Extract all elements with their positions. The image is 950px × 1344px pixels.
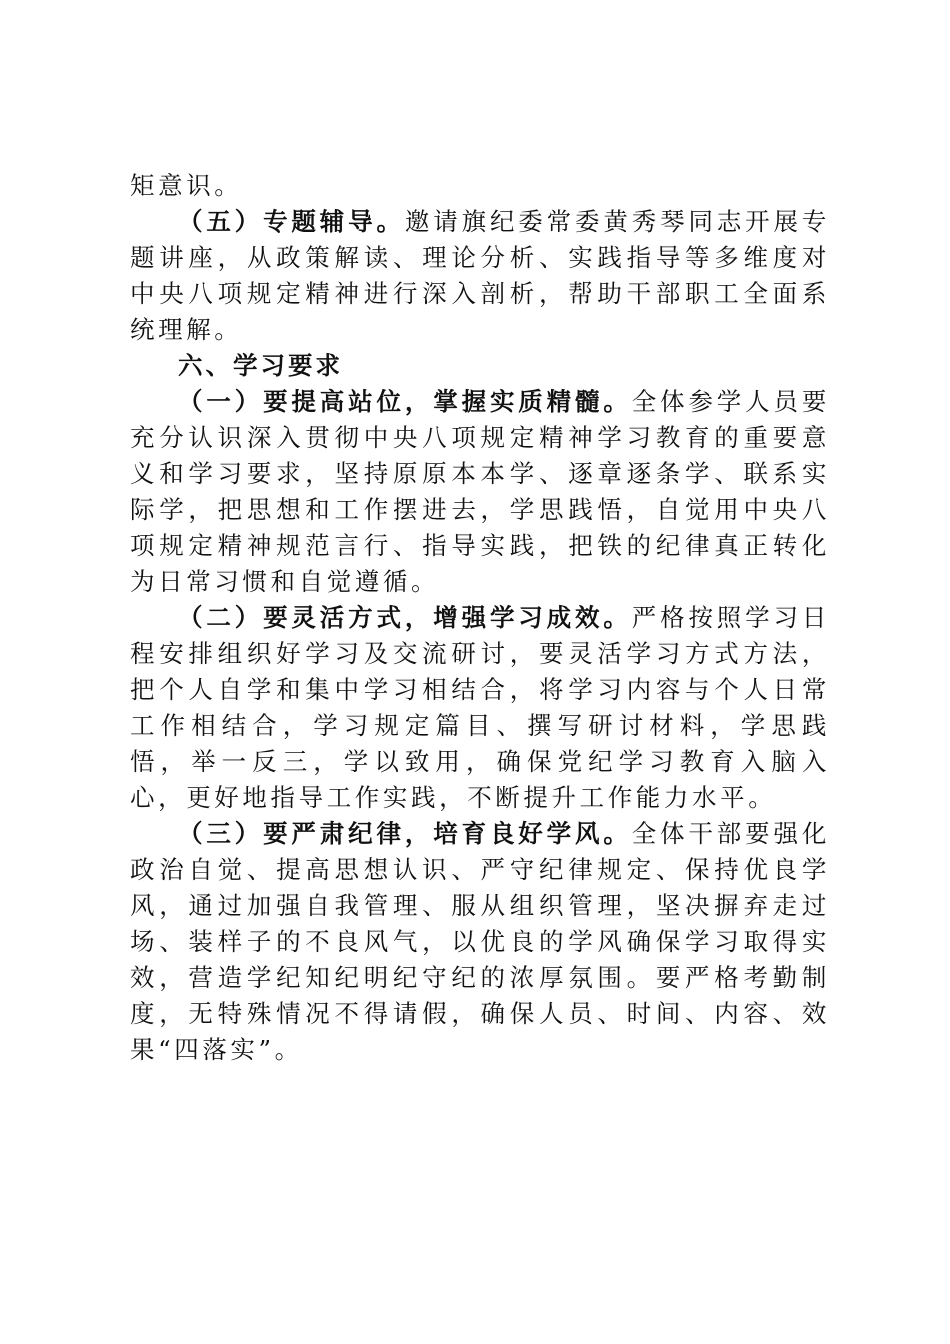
- paragraph-requirement-2: [130, 600, 830, 816]
- paragraph-lead: （二）要灵活方式，增强学习成效。: [178, 603, 632, 632]
- section-heading-study-requirements: [130, 348, 830, 384]
- paragraph-lead: （一）要提高站位，掌握实质精髓。: [178, 387, 632, 416]
- paragraph-text: 邀请旗纪委常委黄秀琴同志开展专题讲座，从政策解读、理论分析、实践指导等多维度对中央八项规定精神进行深入剖析，帮助干部职工全面系统理解。: [130, 207, 830, 344]
- paragraph-special-tutoring: [130, 204, 830, 348]
- paragraph-text: 严格按照学习日程安排组织好学习及交流研讨，要灵活学习方式方法，把个人自学和集中学习相结合，将学习内容与个人日常工作相结合，学习规定篇目、撰写研讨材料，学思践悟，举一反三，学以致用，确保党纪学习教育入脑入心，更好地指导工作实践，不断提升工作能力水平。: [130, 603, 830, 812]
- paragraph-requirement-3: [130, 816, 830, 1068]
- paragraph-text: 全体参学人员要充分认识深入贯彻中央八项规定精神学习教育的重要意义和学习要求，坚持原原本本学、逐章逐条学、联系实际学，把思想和工作摆进去，学思践悟，自觉用中央八项规定精神规范言行、指导实践，把铁的纪律真正转化为日常习惯和自觉遵循。: [130, 387, 830, 596]
- paragraph-lead: （三）要严肃纪律，培育良好学风。: [178, 819, 632, 848]
- paragraph-requirement-1: [130, 384, 830, 600]
- document-body: [130, 168, 830, 1068]
- section-title: 六、学习要求: [178, 351, 343, 380]
- paragraph-text: 矩意识。: [130, 171, 243, 200]
- paragraph-lead: （五）专题辅导。: [178, 207, 405, 236]
- paragraph-continuation: [130, 168, 830, 204]
- paragraph-text: 全体干部要强化政治自觉、提高思想认识、严守纪律规定、保持优良学风，通过加强自我管理、服从组织管理，坚决摒弃走过场、装样子的不良风气，以优良的学风确保学习取得实效，营造学纪知纪明纪守纪的浓厚氛围。要严格考勤制度，无特殊情况不得请假，确保人员、时间、内容、效果“四落实”。: [130, 819, 830, 1064]
